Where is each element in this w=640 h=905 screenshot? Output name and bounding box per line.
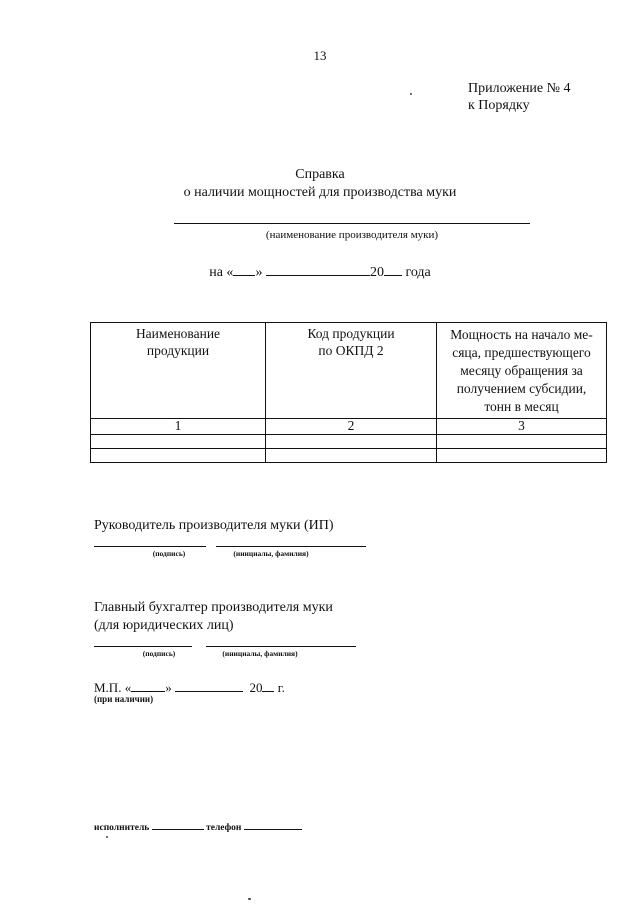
header-product-code: [266, 323, 437, 419]
footer-line: [94, 819, 302, 833]
day-blank: [233, 262, 255, 276]
stamp-suffix: г.: [274, 680, 285, 695]
header-3-line-4: получением субсидии,: [456, 381, 587, 396]
table-cell: [266, 435, 437, 449]
stamp-note: (при наличии): [94, 694, 154, 704]
table-cell: [437, 449, 607, 463]
header-1-line-1: Наименование: [135, 326, 221, 341]
head-sign-line: [94, 546, 206, 547]
stamp-year: 20: [249, 680, 263, 695]
table-cell: [437, 435, 607, 449]
accountant-sign-line: [94, 646, 192, 647]
table-row: [91, 435, 607, 449]
accountant-signature-label: [94, 599, 333, 635]
executor-blank: [152, 819, 204, 830]
column-number-3: 3: [437, 419, 607, 435]
phone-label: телефон: [206, 823, 242, 833]
appendix-reference: [468, 80, 571, 114]
header-1-line-2: продукции: [146, 343, 210, 358]
scan-speck: [106, 836, 108, 838]
scan-speck: [248, 898, 251, 900]
producer-name-caption: (наименование производителя муки): [265, 229, 439, 241]
table-header-row: [91, 323, 607, 419]
header-product-name: [91, 323, 266, 419]
date-suffix: года: [401, 265, 431, 280]
executor-label: исполнитель: [94, 823, 150, 833]
appendix-line-1: Приложение № 4: [468, 81, 571, 96]
header-2-line-2: по ОКПД 2: [318, 343, 384, 358]
accountant-sign-caption: (подпись): [142, 649, 176, 658]
stamp-quote-close: »: [165, 680, 172, 695]
appendix-line-2: к Порядку: [468, 98, 530, 113]
head-signature-label: Руководитель производителя муки (ИП): [94, 518, 334, 533]
title-line-2: о наличии мощностей для производства муки: [183, 185, 457, 200]
year-blank: [384, 262, 402, 276]
stamp-prefix: М.П. «: [94, 680, 132, 695]
table-cell: [266, 449, 437, 463]
phone-blank: [244, 819, 302, 830]
document-title: [0, 166, 640, 202]
head-name-line: [216, 546, 366, 547]
header-3-line-5: тонн в месяц: [484, 399, 559, 414]
table-row: [91, 449, 607, 463]
head-sign-caption: (подпись): [152, 549, 186, 558]
table-number-row: [91, 419, 607, 435]
producer-name-line: [174, 223, 530, 224]
stamp-year-blank: [262, 678, 274, 692]
page-number: 13: [313, 48, 327, 63]
stamp-month-blank: [175, 678, 243, 692]
header-2-line-1: Код продукции: [307, 326, 395, 341]
date-line: [0, 262, 640, 281]
accountant-name-line: [206, 646, 356, 647]
year-prefix: 20: [369, 265, 384, 280]
capacity-table: [90, 322, 607, 463]
head-name-caption: (инициалы, фамилия): [233, 549, 309, 558]
scan-speck: [410, 93, 412, 95]
accountant-name-caption: (инициалы, фамилия): [222, 649, 298, 658]
accountant-label-line-1: Главный бухгалтер производителя муки: [94, 600, 333, 615]
column-number-2: 2: [266, 419, 437, 435]
date-quote-close: »: [255, 265, 263, 280]
date-prefix: на «: [209, 265, 234, 280]
accountant-label-line-2: (для юридических лиц): [94, 618, 234, 633]
header-3-line-2: сяца, предшествующего: [452, 345, 591, 360]
month-blank: [266, 262, 370, 276]
header-capacity: [437, 323, 607, 419]
header-3-line-1: Мощность на начало ме-: [450, 327, 593, 342]
stamp-day-blank: [131, 678, 165, 692]
table-cell: [91, 449, 266, 463]
table-cell: [91, 435, 266, 449]
column-number-1: 1: [91, 419, 266, 435]
title-line-1: Справка: [295, 167, 345, 182]
header-3-line-3: месяцу обращения за: [460, 363, 583, 378]
